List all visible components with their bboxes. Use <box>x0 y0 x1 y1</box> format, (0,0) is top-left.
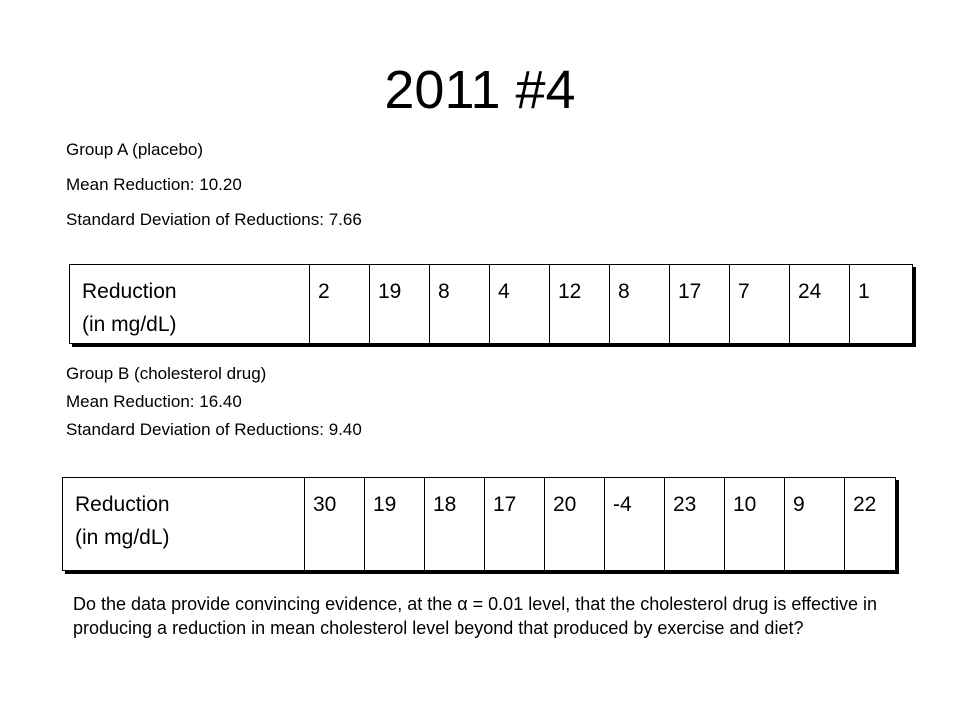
group-a-sd: Standard Deviation of Reductions: 7.66 <box>66 210 362 229</box>
group-b-sd: Standard Deviation of Reductions: 9.40 <box>66 420 362 439</box>
group-b-mean: Mean Reduction: 16.40 <box>66 392 242 411</box>
row-label-line1: Reduction <box>82 280 177 303</box>
table-cell: 12 <box>550 265 610 344</box>
table-cell: 8 <box>430 265 490 344</box>
table-cell: 17 <box>485 478 545 571</box>
group-a-name: Group A (placebo) <box>66 140 204 159</box>
table-cell: 4 <box>490 265 550 344</box>
table-cell: 18 <box>425 478 485 571</box>
table-cell: 10 <box>725 478 785 571</box>
table-cell: 7 <box>730 265 790 344</box>
table-row <box>63 478 896 571</box>
row-label-line1: Reduction <box>75 493 170 516</box>
table-cell: 30 <box>305 478 365 571</box>
table-cell: -4 <box>605 478 665 571</box>
slide-title: 2011 #4 <box>384 60 576 120</box>
table-cell: 2 <box>310 265 370 344</box>
question-text: Do the data provide convincing evidence, at the α = 0.01 level, that the cholesterol drug is effective in producing a reduction in mean cholesterol level beyond that produced by exercise and diet? <box>73 594 878 638</box>
group-a-mean: Mean Reduction: 10.20 <box>66 175 242 194</box>
table-cell: 22 <box>845 478 896 571</box>
table-cell: 8 <box>610 265 670 344</box>
row-label <box>63 478 305 571</box>
table-cell: 19 <box>365 478 425 571</box>
table-cell: 20 <box>545 478 605 571</box>
table-cell: 9 <box>785 478 845 571</box>
table-cell: 23 <box>665 478 725 571</box>
row-label <box>70 265 310 344</box>
table-row <box>70 265 913 344</box>
group-a-table <box>69 264 913 344</box>
group-b-name: Group B (cholesterol drug) <box>66 364 267 383</box>
table-cell: 19 <box>370 265 430 344</box>
group-b-table <box>62 477 896 571</box>
row-label-line2: (in mg/dL) <box>82 313 177 336</box>
table-cell: 17 <box>670 265 730 344</box>
row-label-line2: (in mg/dL) <box>75 526 170 549</box>
table-cell: 24 <box>790 265 850 344</box>
table-cell: 1 <box>850 265 913 344</box>
